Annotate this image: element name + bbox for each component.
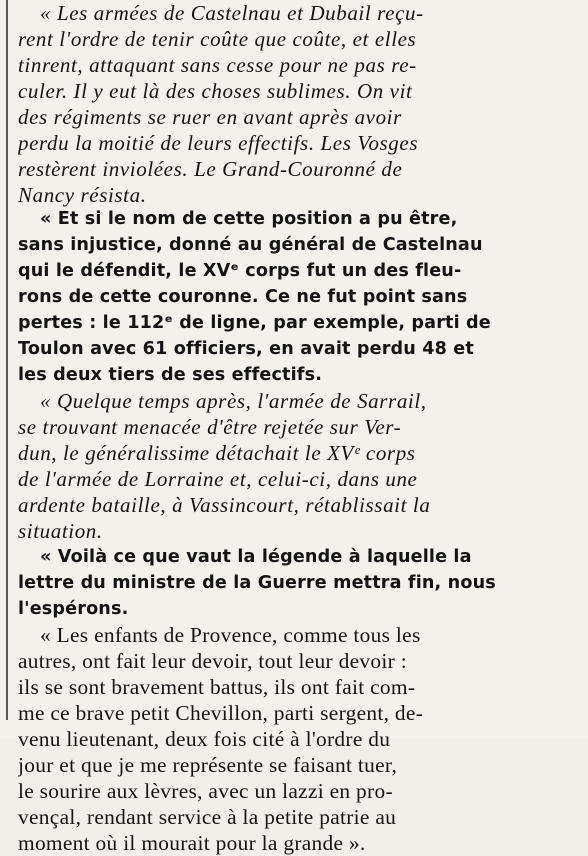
paragraph-enfants-de-provence: [18, 622, 584, 856]
text-line: moment où il mourait pour la grande ».: [18, 831, 366, 855]
text-line: de l'armée de Lorraine et, celui-ci, dans une: [18, 467, 418, 491]
text-line: autres, ont fait leur devoir, tout leur devoir :: [18, 649, 407, 673]
text-line: Nancy résista.: [18, 183, 147, 207]
article-column: [18, 0, 584, 856]
text-line: le sourire aux lèvres, avec un lazzi en pro-: [18, 779, 393, 803]
paragraph-armies-castelnau-dubail: [18, 0, 584, 208]
text-line: culer. Il y eut là des choses sublimes. On vit: [18, 79, 413, 103]
text-line: me ce brave petit Chevillon, parti sergent, de-: [18, 701, 424, 725]
text-line: des régiments se ruer en avant après avoir: [18, 105, 402, 129]
text-line: sans injustice, donné au général de Castelnau: [18, 235, 483, 255]
text-line: venu lieutenant, deux fois cité à l'ordre du: [18, 727, 391, 751]
text-line: dun, le généralissime détachait le XVᵉ corps: [18, 441, 416, 465]
text-line: perdu la moitié de leurs effectifs. Les Vosges: [18, 131, 419, 155]
text-line: tinrent, attaquant sans cesse pour ne pas re-: [18, 53, 417, 77]
text-line: se trouvant menacée d'être rejetée sur Ver-: [18, 415, 402, 439]
text-line: rent l'ordre de tenir coûte que coûte, et elles: [18, 27, 417, 51]
text-line: pertes : le 112ᵉ de ligne, par exemple, parti de: [18, 313, 491, 333]
column-rule: [6, 0, 8, 720]
text-line: « Voilà ce que vaut la légende à laquelle la: [40, 547, 472, 567]
paragraph-xv-corps: [18, 206, 584, 388]
text-line: l'espérons.: [18, 599, 129, 619]
text-line: ardente bataille, à Vassincourt, rétablissait la: [18, 493, 431, 517]
text-line: Toulon avec 61 officiers, en avait perdu 48 et: [18, 339, 474, 359]
text-line: restèrent inviolées. Le Grand-Couronné de: [18, 157, 403, 181]
text-line: les deux tiers de ses effectifs.: [18, 365, 323, 385]
text-line: lettre du ministre de la Guerre mettra fin, nous: [18, 573, 496, 593]
text-line: qui le défendit, le XVᵉ corps fut un des fleu-: [18, 261, 462, 281]
text-line: situation.: [18, 519, 103, 543]
text-line: « Les armées de Castelnau et Dubail reçu-: [40, 1, 424, 25]
text-line: « Quelque temps après, l'armée de Sarrail,: [40, 389, 427, 413]
text-line: rons de cette couronne. Ce ne fut point sans: [18, 287, 468, 307]
paragraph-sarrail: [18, 388, 584, 544]
text-line: vençal, rendant service à la petite patrie au: [18, 805, 397, 829]
text-line: jour et que je me représente se faisant tuer,: [18, 753, 398, 777]
text-line: « Les enfants de Provence, comme tous les: [40, 623, 421, 647]
text-line: ils se sont bravement battus, ils ont fait com-: [18, 675, 416, 699]
text-line: « Et si le nom de cette position a pu être,: [40, 209, 458, 229]
paragraph-legende: [18, 544, 584, 622]
